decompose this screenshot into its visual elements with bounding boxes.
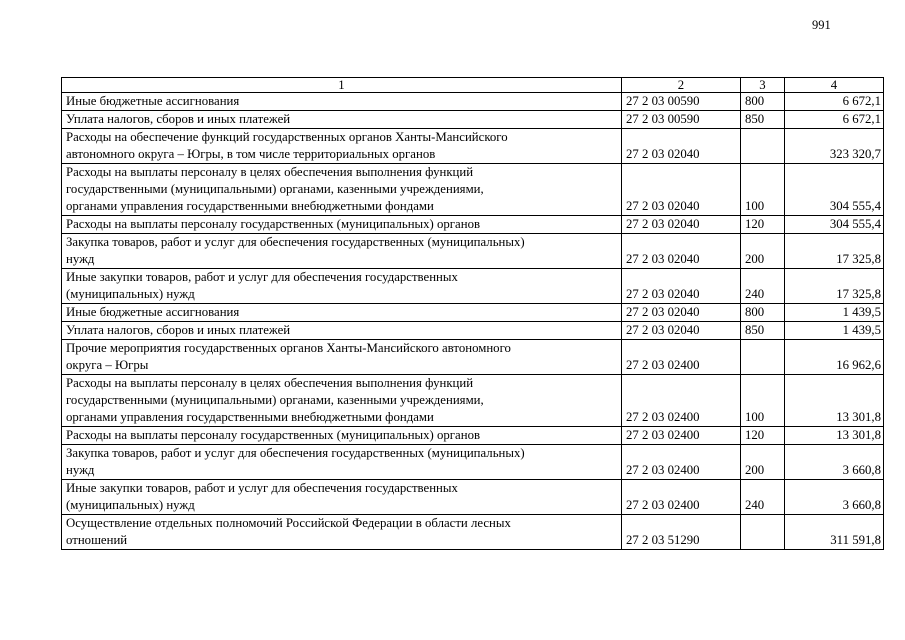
row-name-cell xyxy=(62,340,622,375)
table-row xyxy=(62,445,884,480)
table-row xyxy=(62,340,884,375)
header-col-1: 1 xyxy=(62,78,622,93)
row-amount-cell: 304 555,4 xyxy=(785,216,884,234)
row-type-cell: 800 xyxy=(741,93,785,111)
row-name-line: отношений xyxy=(66,533,128,547)
row-name-line: Прочие мероприятия государственных органов Ханты-Мансийского автономного xyxy=(66,341,511,355)
row-type-cell: 240 xyxy=(741,480,785,515)
row-name-line: Уплата налогов, сборов и иных платежей xyxy=(66,112,291,126)
row-name-cell xyxy=(62,304,622,322)
row-name-cell xyxy=(62,322,622,340)
row-name-line: Расходы на выплаты персоналу государственных (муниципальных) органов xyxy=(66,217,481,231)
row-amount-cell: 13 301,8 xyxy=(785,375,884,427)
page-number: 991 xyxy=(812,18,831,32)
row-name-cell xyxy=(62,164,622,216)
row-type-cell: 120 xyxy=(741,216,785,234)
row-name-line: Иные закупки товаров, работ и услуг для обеспечения государственных xyxy=(66,481,458,495)
row-name-line: (муниципальных) нужд xyxy=(66,498,195,512)
row-amount-cell: 16 962,6 xyxy=(785,340,884,375)
table-row xyxy=(62,234,884,269)
budget-table xyxy=(61,77,884,550)
table-body xyxy=(62,93,884,550)
row-code-cell: 27 2 03 02040 xyxy=(622,322,741,340)
row-name-line: округа – Югры xyxy=(66,358,149,372)
row-name-line: государственными (муниципальными) органами, казенными учреждениями, xyxy=(66,182,484,196)
table-row xyxy=(62,322,884,340)
row-code-cell: 27 2 03 02400 xyxy=(622,340,741,375)
row-code-cell: 27 2 03 02400 xyxy=(622,445,741,480)
header-row xyxy=(62,78,884,93)
row-code-cell: 27 2 03 02040 xyxy=(622,216,741,234)
row-name-line: нужд xyxy=(66,252,95,266)
row-name-line: Иные бюджетные ассигнования xyxy=(66,305,240,319)
row-code-cell: 27 2 03 02040 xyxy=(622,304,741,322)
table-row xyxy=(62,515,884,550)
row-name-line: автономного округа – Югры, в том числе территориальных органов xyxy=(66,147,436,161)
row-name-line: Расходы на обеспечение функций государственных органов Ханты-Мансийского xyxy=(66,130,508,144)
row-name-line: Иные бюджетные ассигнования xyxy=(66,94,240,108)
row-name-cell xyxy=(62,129,622,164)
table-row xyxy=(62,111,884,129)
row-amount-cell: 17 325,8 xyxy=(785,269,884,304)
table-row xyxy=(62,304,884,322)
row-type-cell: 100 xyxy=(741,375,785,427)
row-type-cell xyxy=(741,340,785,375)
row-name-line: Расходы на выплаты персоналу в целях обеспечения выполнения функций xyxy=(66,376,474,390)
row-type-cell: 850 xyxy=(741,322,785,340)
row-name-line: Расходы на выплаты персоналу в целях обеспечения выполнения функций xyxy=(66,165,474,179)
row-amount-cell: 6 672,1 xyxy=(785,111,884,129)
row-name-cell xyxy=(62,515,622,550)
row-name-cell xyxy=(62,111,622,129)
row-type-cell: 100 xyxy=(741,164,785,216)
row-amount-cell: 3 660,8 xyxy=(785,480,884,515)
table-row xyxy=(62,427,884,445)
row-name-line: нужд xyxy=(66,463,95,477)
row-amount-cell: 1 439,5 xyxy=(785,322,884,340)
row-name-line: (муниципальных) нужд xyxy=(66,287,195,301)
row-name-cell xyxy=(62,375,622,427)
row-type-cell: 200 xyxy=(741,234,785,269)
row-amount-cell: 1 439,5 xyxy=(785,304,884,322)
row-type-cell: 120 xyxy=(741,427,785,445)
row-amount-cell: 311 591,8 xyxy=(785,515,884,550)
row-code-cell: 27 2 03 02040 xyxy=(622,164,741,216)
row-type-cell: 850 xyxy=(741,111,785,129)
row-name-line: государственными (муниципальными) органами, казенными учреждениями, xyxy=(66,393,484,407)
table-row xyxy=(62,375,884,427)
row-name-cell xyxy=(62,93,622,111)
row-name-line: Закупка товаров, работ и услуг для обеспечения государственных (муниципальных) xyxy=(66,446,525,460)
row-code-cell: 27 2 03 51290 xyxy=(622,515,741,550)
row-amount-cell: 6 672,1 xyxy=(785,93,884,111)
row-name-cell xyxy=(62,216,622,234)
table-row xyxy=(62,93,884,111)
table-row xyxy=(62,129,884,164)
row-name-cell xyxy=(62,269,622,304)
row-name-line: органами управления государственными внебюджетными фондами xyxy=(66,199,434,213)
row-name-cell xyxy=(62,427,622,445)
row-code-cell: 27 2 03 02400 xyxy=(622,427,741,445)
row-name-line: Осуществление отдельных полномочий Российской Федерации в области лесных xyxy=(66,516,511,530)
row-code-cell: 27 2 03 02040 xyxy=(622,269,741,304)
table-row xyxy=(62,480,884,515)
table-row xyxy=(62,269,884,304)
row-name-line: Иные закупки товаров, работ и услуг для обеспечения государственных xyxy=(66,270,458,284)
row-code-cell: 27 2 03 00590 xyxy=(622,93,741,111)
row-amount-cell: 304 555,4 xyxy=(785,164,884,216)
row-code-cell: 27 2 03 00590 xyxy=(622,111,741,129)
row-type-cell: 200 xyxy=(741,445,785,480)
table-row xyxy=(62,164,884,216)
table-header xyxy=(62,78,884,93)
row-type-cell xyxy=(741,515,785,550)
row-code-cell: 27 2 03 02400 xyxy=(622,375,741,427)
row-code-cell: 27 2 03 02400 xyxy=(622,480,741,515)
row-name-line: Уплата налогов, сборов и иных платежей xyxy=(66,323,291,337)
header-col-4: 4 xyxy=(785,78,884,93)
row-name-cell xyxy=(62,480,622,515)
row-amount-cell: 3 660,8 xyxy=(785,445,884,480)
header-col-2: 2 xyxy=(622,78,741,93)
row-name-line: Расходы на выплаты персоналу государственных (муниципальных) органов xyxy=(66,428,481,442)
row-amount-cell: 13 301,8 xyxy=(785,427,884,445)
row-type-cell: 240 xyxy=(741,269,785,304)
header-col-3: 3 xyxy=(741,78,785,93)
row-type-cell xyxy=(741,129,785,164)
row-name-cell xyxy=(62,445,622,480)
row-code-cell: 27 2 03 02040 xyxy=(622,129,741,164)
row-name-line: Закупка товаров, работ и услуг для обеспечения государственных (муниципальных) xyxy=(66,235,525,249)
table-row xyxy=(62,216,884,234)
row-code-cell: 27 2 03 02040 xyxy=(622,234,741,269)
row-name-line: органами управления государственными внебюджетными фондами xyxy=(66,410,434,424)
row-name-cell xyxy=(62,234,622,269)
row-amount-cell: 17 325,8 xyxy=(785,234,884,269)
row-amount-cell: 323 320,7 xyxy=(785,129,884,164)
row-type-cell: 800 xyxy=(741,304,785,322)
